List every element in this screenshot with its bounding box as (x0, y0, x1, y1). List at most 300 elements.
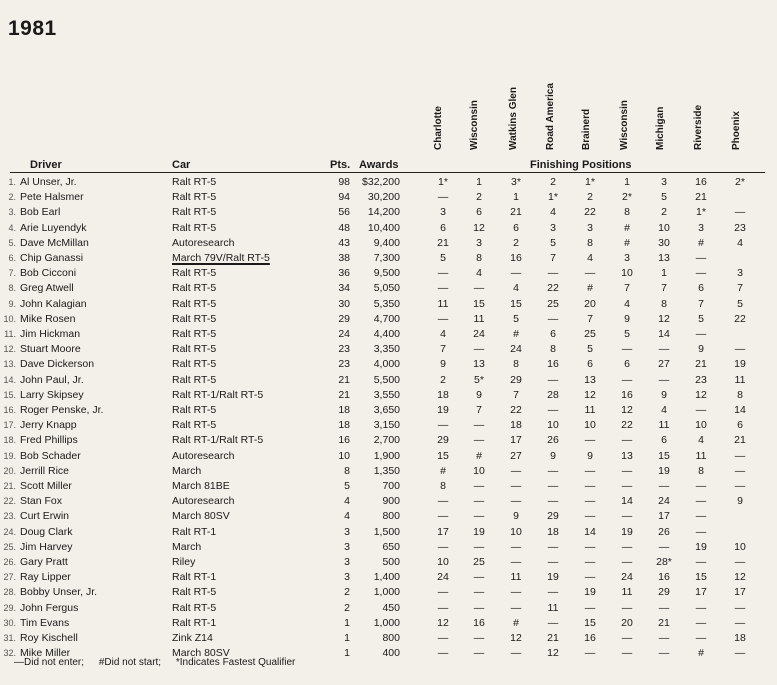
finish-position: 10 (584, 419, 596, 432)
finish-position: — (584, 647, 596, 660)
finish-position: — (437, 495, 449, 508)
points-value: 3 (344, 556, 350, 568)
finish-position: # (587, 282, 593, 295)
finish-position: — (695, 616, 707, 629)
table-row (0, 449, 777, 464)
finish-position: 8 (440, 480, 446, 492)
finish-position: — (547, 373, 559, 386)
finish-position: 6 (698, 282, 704, 295)
finish-position: — (658, 480, 670, 492)
finish-position: 8 (624, 206, 630, 219)
rank-number: 20. (3, 465, 16, 476)
finish-position: 25 (584, 328, 596, 340)
finish-position: 7 (698, 297, 704, 310)
driver-name: Roger Penske, Jr. (20, 404, 104, 416)
finish-position: 4 (698, 434, 704, 447)
awards-value: 5,500 (373, 373, 400, 386)
finish-position: 6 (513, 221, 519, 234)
points-value: 21 (338, 388, 350, 401)
finish-position: — (473, 571, 485, 584)
finishing-positions-header: Finishing Positions (530, 159, 632, 171)
finish-position: — (547, 495, 559, 508)
car-name: March 81BE (172, 480, 230, 492)
awards-value: 4,000 (373, 358, 400, 371)
finish-position: 11 (734, 373, 746, 386)
finish-position: — (473, 632, 485, 644)
finish-position: — (695, 632, 707, 644)
finish-position: — (734, 464, 746, 477)
finish-position: 30 (658, 236, 670, 249)
finish-position: 22 (734, 312, 746, 325)
finish-position: 5 (587, 343, 593, 356)
finish-position: — (437, 312, 449, 325)
driver-name: Al Unser, Jr. (20, 176, 77, 188)
finish-position: — (584, 480, 596, 492)
finish-position: 20 (584, 297, 596, 310)
awards-value: 650 (382, 540, 400, 553)
finish-position: 3 (737, 267, 743, 280)
finish-position: — (734, 616, 746, 629)
points-value: 30 (338, 297, 350, 310)
finish-position: 1* (696, 206, 706, 219)
awards-value: 3,150 (373, 419, 400, 432)
car-name: Ralt RT-5 (172, 586, 217, 599)
car-name: Zink Z14 (172, 632, 213, 644)
rank-number: 4. (8, 222, 16, 233)
points-value: 38 (338, 252, 350, 264)
finish-position: 2* (735, 176, 745, 188)
finish-position: — (695, 252, 707, 264)
table-row (0, 297, 777, 312)
rank-number: 14. (3, 374, 16, 385)
driver-name: Bob Schader (20, 449, 81, 462)
points-value: 24 (338, 328, 350, 340)
finish-position: 5 (440, 252, 446, 264)
finish-position: — (510, 464, 522, 477)
table-row (0, 585, 777, 600)
car-name: Ralt RT-5 (172, 267, 217, 280)
finish-position: 17 (658, 510, 670, 523)
points-value: 5 (344, 480, 350, 492)
driver-name: Dave Dickerson (20, 358, 95, 371)
finish-position: 5 (624, 328, 630, 340)
header-rule (10, 172, 765, 173)
driver-name: Bobby Unser, Jr. (20, 586, 98, 599)
finish-position: — (437, 419, 449, 432)
rank-number: 16. (3, 405, 16, 415)
finish-position: — (734, 556, 746, 568)
finish-position: 19 (734, 358, 746, 371)
finish-position: 25 (473, 556, 485, 568)
finish-position: 6 (440, 221, 446, 234)
table-row (0, 373, 777, 388)
finish-position: — (473, 282, 485, 295)
driver-name: Fred Phillips (20, 434, 78, 447)
table-row (0, 570, 777, 585)
awards-value: 1,350 (373, 464, 400, 477)
finish-position: # (440, 464, 446, 477)
finish-position: 19 (437, 404, 449, 416)
finish-position: 9 (624, 312, 630, 325)
finish-position: 9 (550, 449, 556, 462)
finish-position: — (510, 480, 522, 492)
finish-position: # (624, 236, 630, 249)
car-name: Ralt RT-5 (172, 419, 217, 432)
finish-position: — (658, 632, 670, 644)
finish-position: 6 (624, 358, 630, 371)
finish-position: — (473, 434, 485, 447)
car-name: Ralt RT-5 (172, 358, 217, 371)
table-row (0, 494, 777, 509)
finish-position: 4 (587, 252, 593, 264)
finish-position: 5 (513, 312, 519, 325)
finish-position: 16 (621, 388, 633, 401)
points-value: 3 (344, 540, 350, 553)
finish-position: 3 (624, 252, 630, 264)
finish-position: 29 (510, 373, 522, 386)
finish-position: 1 (624, 176, 630, 188)
finish-position: 5* (474, 373, 484, 386)
finish-position: 3 (550, 221, 556, 234)
finish-position: — (658, 601, 670, 614)
legend-did-not-enter: —Did not enter; (14, 657, 85, 668)
awards-value: 5,050 (373, 282, 400, 295)
finish-position: 9 (661, 388, 667, 401)
points-value: 94 (338, 191, 350, 204)
finish-position: 4 (737, 236, 743, 249)
car-name: March 80SV (172, 510, 230, 523)
finish-position: 14 (584, 525, 596, 538)
points-value: 18 (338, 419, 350, 432)
finish-position: 15 (695, 571, 707, 584)
finish-position: — (734, 206, 746, 219)
table-row (0, 312, 777, 327)
track-header-label: Phoenix (731, 111, 742, 150)
finish-position: 4 (513, 282, 519, 295)
car-name: Autoresearch (172, 236, 235, 249)
awards-value: 7,300 (373, 252, 400, 264)
table-row (0, 509, 777, 524)
finish-position: 8 (698, 464, 704, 477)
car-name: Ralt RT-1/Ralt RT-5 (172, 434, 264, 447)
awards-value: 1,500 (373, 525, 400, 538)
finish-position: 26 (658, 525, 670, 538)
finish-position: 23 (695, 373, 707, 386)
finish-position: 6 (476, 206, 482, 219)
driver-name: Stuart Moore (20, 343, 81, 356)
finish-position: — (584, 556, 596, 568)
rank-number: 5. (8, 237, 16, 248)
finish-position: 29 (658, 586, 670, 599)
finish-position: 9 (737, 495, 743, 508)
driver-name: Doug Clark (20, 525, 73, 538)
finish-position: 13 (621, 449, 633, 462)
rank-number: 1. (8, 177, 16, 187)
finish-position: — (437, 540, 449, 553)
finish-position: — (621, 632, 633, 644)
finish-position: — (473, 540, 485, 553)
finish-position: 2 (661, 206, 667, 219)
points-value: 10 (338, 449, 350, 462)
finish-position: 7 (440, 343, 446, 356)
finish-position: — (734, 601, 746, 614)
finish-position: — (734, 343, 746, 356)
driver-name: Bob Cicconi (20, 267, 77, 280)
finish-position: 14 (658, 328, 670, 340)
finish-position: 11 (658, 419, 670, 432)
awards-value: 10,400 (367, 221, 400, 234)
finish-position: — (510, 540, 522, 553)
rank-number: 11. (4, 329, 16, 339)
finish-position: 5 (550, 236, 556, 249)
finish-position: — (437, 586, 449, 599)
points-value: 1 (344, 632, 350, 644)
finish-position: 4 (550, 206, 556, 219)
finish-position: 21 (547, 632, 559, 644)
rank-number: 18. (3, 435, 16, 446)
finish-position: — (437, 191, 449, 204)
finish-position: 6 (661, 434, 667, 447)
table-row (0, 327, 777, 342)
table-row (0, 555, 777, 570)
driver-name: Arie Luyendyk (20, 221, 87, 234)
finish-position: 1 (661, 267, 667, 280)
finish-position: 23 (734, 221, 746, 234)
points-value: 98 (338, 176, 350, 188)
finish-position: — (584, 267, 596, 280)
car-name: Ralt RT-5 (172, 373, 217, 386)
driver-name: Roy Kischell (20, 632, 78, 644)
car-name: Ralt RT-5 (172, 206, 217, 219)
finish-position: 18 (437, 388, 449, 401)
driver-name: Mike Miller (20, 647, 71, 660)
finish-position: 28* (656, 556, 672, 568)
driver-name: Pete Halsmer (20, 191, 84, 204)
finish-position: — (658, 540, 670, 553)
points-value: 3 (344, 525, 350, 538)
finish-position: 21 (734, 434, 746, 447)
finish-position: 10 (734, 540, 746, 553)
driver-name: Gary Pratt (20, 556, 68, 568)
finish-position: 12 (695, 388, 707, 401)
car-name: Ralt RT-5 (172, 297, 217, 310)
awards-value: 4,700 (373, 312, 400, 325)
driver-name: John Fergus (20, 601, 79, 614)
track-header (508, 87, 519, 160)
driver-name: Curt Erwin (20, 510, 70, 523)
finish-position: 29 (547, 510, 559, 523)
finish-position: 18 (510, 419, 522, 432)
finish-position: 16 (510, 252, 522, 264)
legend (14, 657, 307, 668)
awards-value: 800 (382, 632, 400, 644)
points-value: 4 (344, 510, 350, 523)
car-name: Ralt RT-1 (172, 571, 217, 584)
finish-position: — (695, 510, 707, 523)
table-row (0, 266, 777, 281)
awards-value: 500 (382, 556, 400, 568)
finish-position: # (698, 647, 704, 660)
driver-name: Bob Earl (20, 206, 61, 219)
table-row (0, 403, 777, 418)
finish-position: — (510, 586, 522, 599)
track-header-label: Watkins Glen (508, 87, 519, 150)
rank-number: 25. (3, 541, 16, 552)
table-row (0, 205, 777, 220)
rank-number: 29. (3, 602, 16, 613)
track-header-label: Wisconsin (469, 100, 480, 150)
points-value: 2 (344, 586, 350, 599)
finish-position: 12 (473, 221, 485, 234)
finish-position: 9 (440, 358, 446, 371)
points-column-header: Pts. (330, 159, 351, 171)
finish-position: 3 (476, 236, 482, 249)
finish-position: — (510, 556, 522, 568)
finish-position: 11 (621, 586, 633, 599)
finish-position: 12 (584, 388, 596, 401)
finish-position: 6 (737, 419, 743, 432)
finish-position: # (624, 221, 630, 234)
rank-number: 30. (3, 617, 16, 628)
finish-position: 3 (440, 206, 446, 219)
car-name: Ralt RT-5 (172, 176, 217, 188)
finish-position: # (698, 236, 704, 249)
finish-position: — (437, 632, 449, 644)
table-row (0, 388, 777, 403)
finish-position: 4 (440, 328, 446, 340)
table-row (0, 190, 777, 205)
finish-position: 16 (547, 358, 559, 371)
finish-position: 5 (698, 312, 704, 325)
finish-position: — (547, 616, 559, 629)
driver-name: Jerrill Rice (20, 464, 70, 477)
car-name: Riley (172, 556, 196, 568)
finish-position: 27 (510, 449, 522, 462)
finish-position: 10 (658, 221, 670, 234)
finish-position: — (547, 267, 559, 280)
finish-position: 2 (440, 373, 446, 386)
track-header (693, 104, 704, 160)
legend-fastest-qualifier: *Indicates Fastest Qualifier (175, 657, 296, 668)
finish-position: 18 (734, 632, 746, 644)
finish-position: — (695, 556, 707, 568)
finish-position: — (584, 464, 596, 477)
finish-position: — (621, 540, 633, 553)
driver-name: John Paul, Jr. (20, 373, 84, 386)
finish-position: — (437, 267, 449, 280)
rank-number: 19. (3, 450, 16, 461)
finish-position: 3 (698, 221, 704, 234)
finish-position: 15 (510, 297, 522, 310)
rank-number: 6. (8, 253, 16, 263)
awards-value: 900 (382, 495, 400, 508)
finish-position: 11 (473, 312, 485, 325)
points-value: 56 (338, 206, 350, 219)
driver-name: Jerry Knapp (20, 419, 77, 432)
car-name: Ralt RT-5 (172, 404, 217, 416)
track-header (655, 106, 666, 160)
finish-position: # (513, 328, 519, 340)
awards-value: $32,200 (362, 176, 400, 188)
rank-number: 15. (3, 389, 16, 400)
car-name: March 79V/Ralt RT-5 (172, 252, 270, 264)
driver-name: Larry Skipsey (20, 388, 84, 401)
awards-value: 800 (382, 510, 400, 523)
awards-value: 3,350 (373, 343, 400, 356)
driver-name: Stan Fox (20, 495, 63, 508)
car-name: Ralt RT-1/Ralt RT-5 (172, 388, 264, 401)
car-name: Ralt RT-5 (172, 343, 217, 356)
finish-position: 22 (621, 419, 633, 432)
points-value: 21 (338, 373, 350, 386)
finish-position: 21 (510, 206, 522, 219)
rank-number: 26. (3, 557, 16, 567)
finish-position: 4 (476, 267, 482, 280)
finish-position: — (473, 647, 485, 660)
finish-position: — (621, 464, 633, 477)
finish-position: 1 (476, 176, 482, 188)
finish-position: — (547, 312, 559, 325)
awards-value: 4,400 (373, 328, 400, 340)
finish-position: 22 (547, 282, 559, 295)
awards-value: 450 (382, 601, 400, 614)
car-name: Ralt RT-1 (172, 616, 217, 629)
finish-position: 2 (476, 191, 482, 204)
car-name: Ralt RT-5 (172, 328, 217, 340)
car-name: Ralt RT-5 (172, 191, 217, 204)
rank-number: 17. (3, 420, 16, 431)
finish-position: — (584, 434, 596, 447)
finish-position: 24 (437, 571, 449, 584)
finish-position: 19 (584, 586, 596, 599)
finish-position: — (510, 601, 522, 614)
table-row (0, 464, 777, 479)
finish-position: 3 (587, 221, 593, 234)
table-row (0, 479, 777, 494)
finish-position: 10 (437, 556, 449, 568)
finish-position: 5 (661, 191, 667, 204)
finish-position: 26 (547, 434, 559, 447)
table-row (0, 221, 777, 236)
page-year-heading: 1981 (8, 17, 57, 40)
finish-position: — (658, 373, 670, 386)
driver-name: Chip Ganassi (20, 252, 84, 264)
rank-number: 32. (3, 648, 16, 659)
finish-position: 1* (548, 191, 558, 204)
awards-value: 3,650 (373, 404, 400, 416)
finish-position: 16 (473, 616, 485, 629)
finish-position: 10 (510, 525, 522, 538)
awards-value: 1,900 (373, 449, 400, 462)
finish-position: — (695, 601, 707, 614)
driver-name: Ray Lipper (20, 571, 71, 584)
awards-value: 400 (382, 647, 400, 660)
finish-position: 17 (734, 586, 746, 599)
awards-value: 14,200 (367, 206, 400, 219)
finish-position: — (621, 343, 633, 356)
finish-position: 18 (547, 525, 559, 538)
finish-position: — (437, 282, 449, 295)
rank-number: 2. (8, 192, 16, 203)
rank-number: 13. (3, 359, 16, 370)
awards-value: 3,550 (373, 388, 400, 401)
rank-number: 12. (3, 344, 16, 355)
rank-number: 9. (8, 298, 16, 309)
finish-position: 15 (584, 616, 596, 629)
finish-position: 19 (695, 540, 707, 553)
finish-position: 8 (550, 343, 556, 356)
finish-position: 3* (511, 176, 521, 188)
